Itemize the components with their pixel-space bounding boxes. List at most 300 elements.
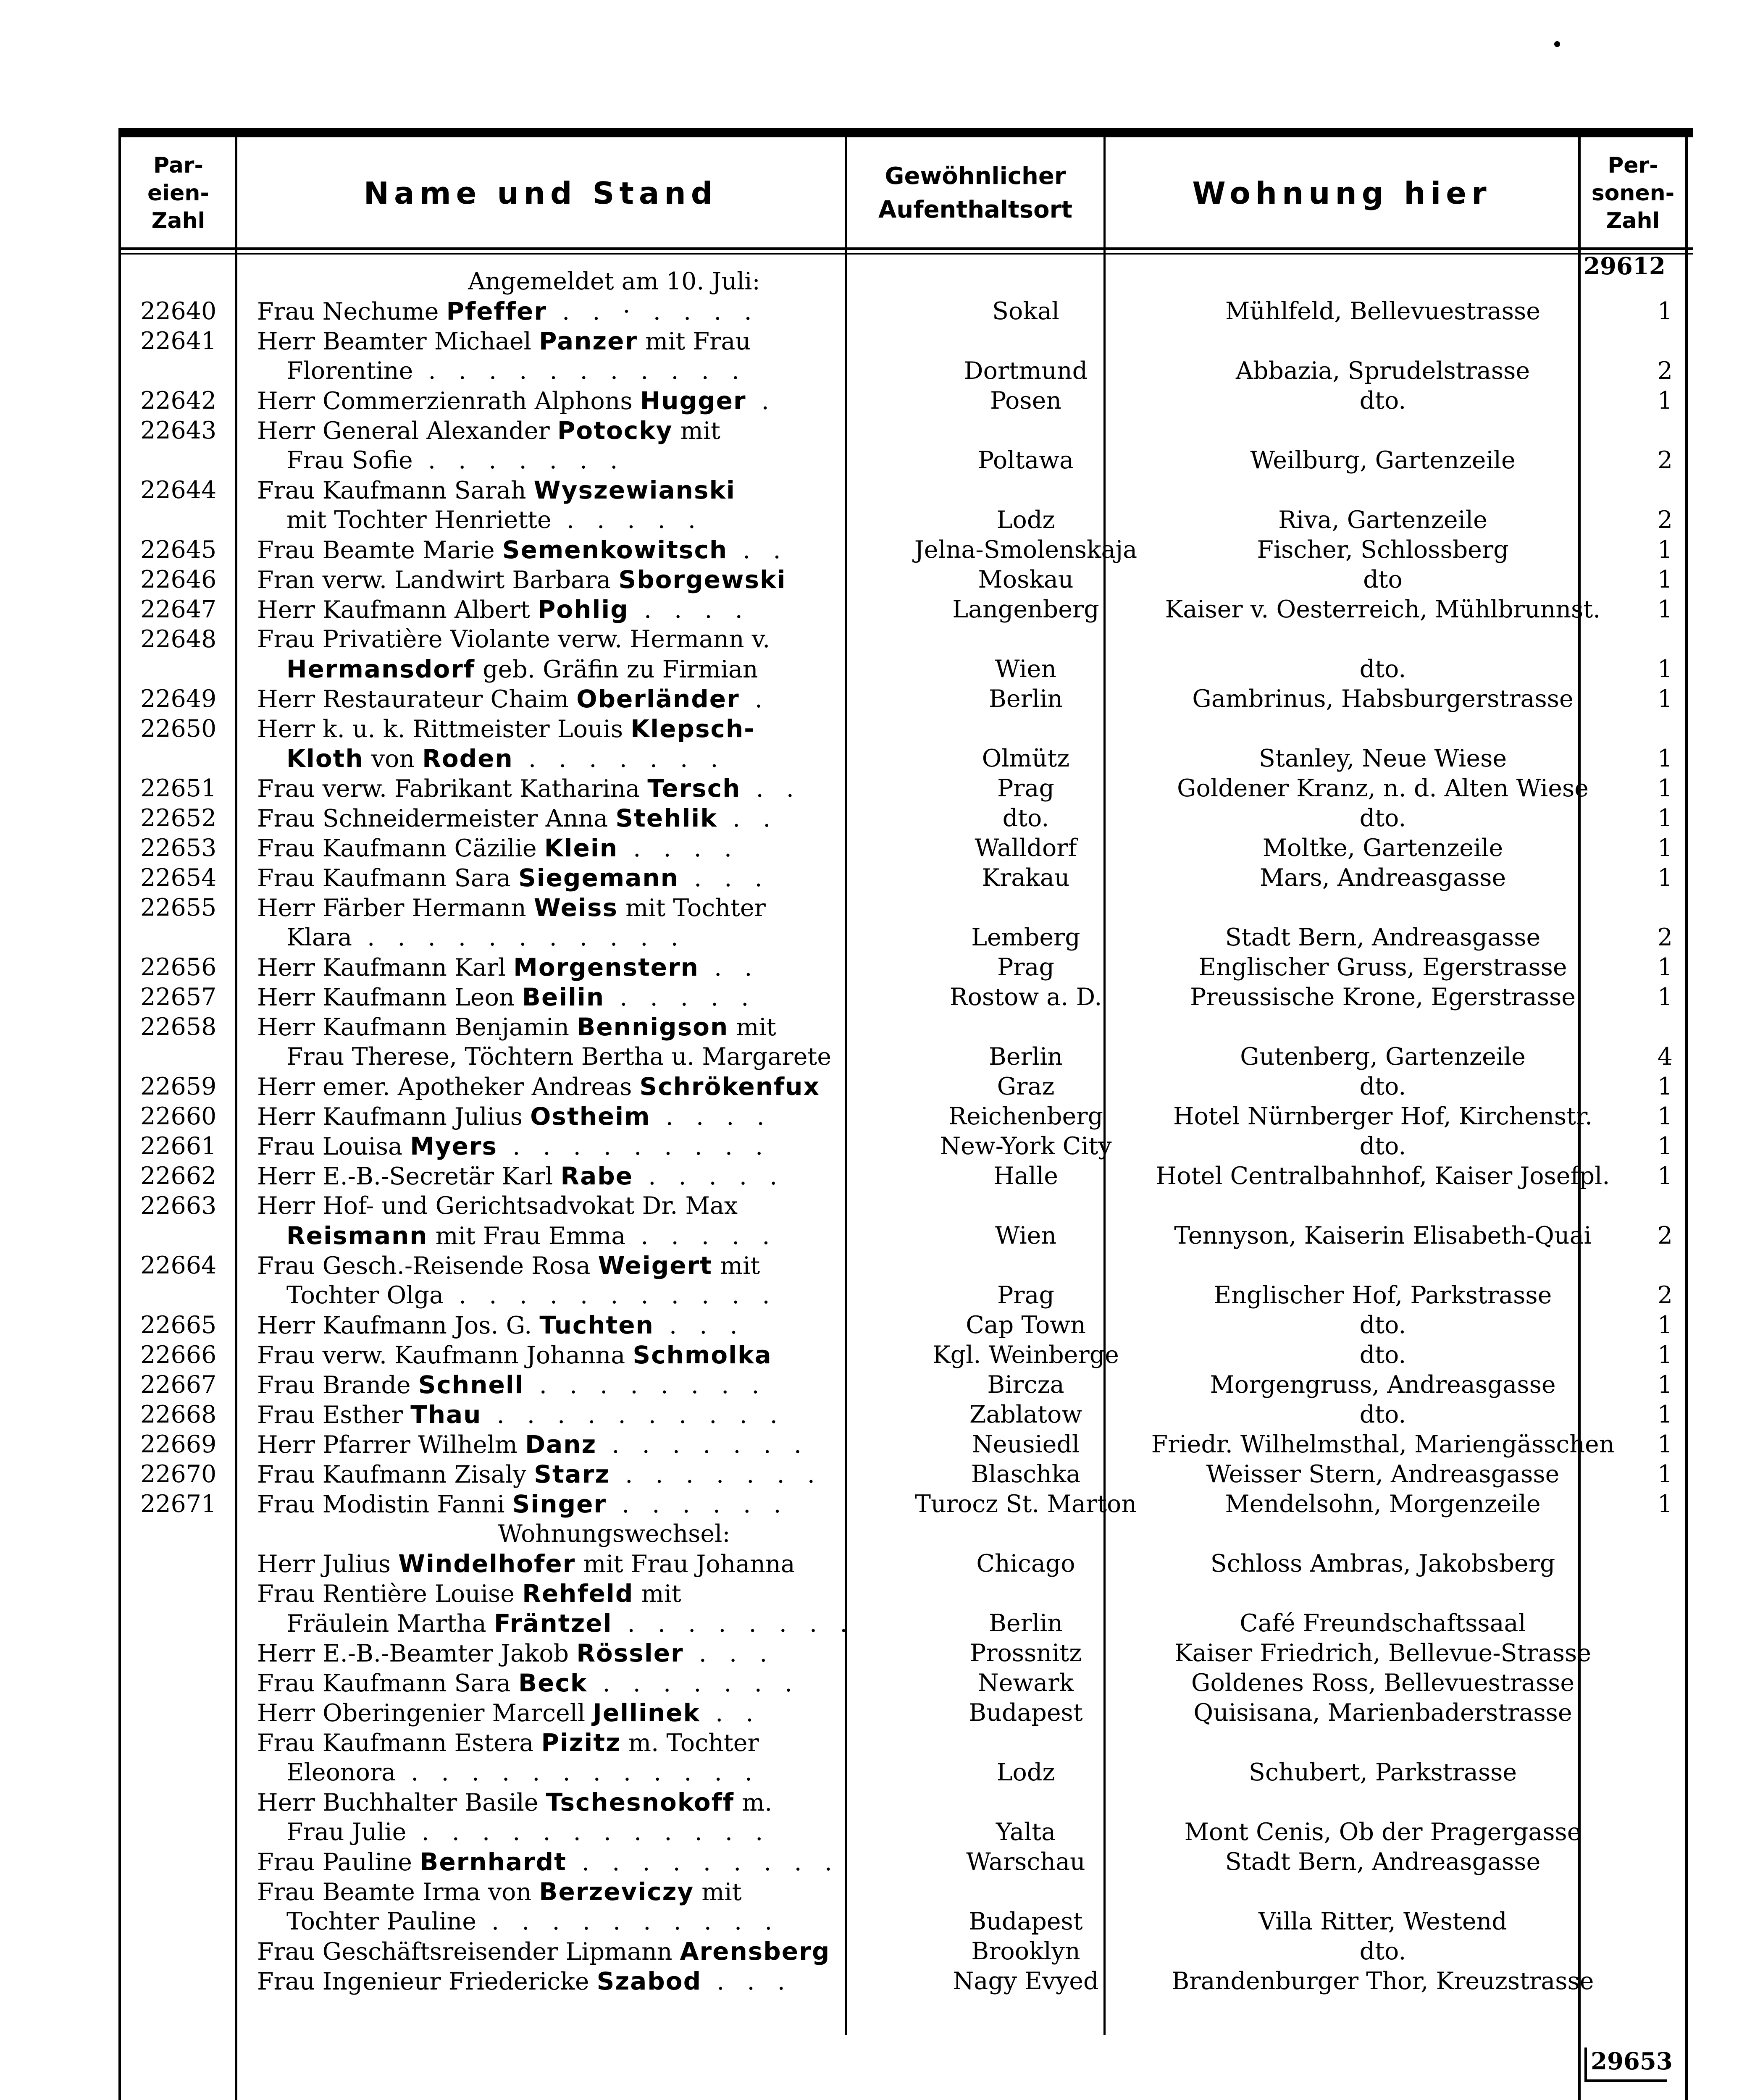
name-text: Eleonora bbox=[286, 1759, 396, 1786]
party-number: 22670 bbox=[140, 1460, 217, 1488]
register-line bbox=[118, 714, 1693, 744]
register-line bbox=[118, 505, 1693, 535]
surname: Morgenstern bbox=[513, 953, 699, 982]
surname: Danz bbox=[525, 1430, 597, 1459]
surname: Klein bbox=[544, 834, 618, 862]
register-line bbox=[118, 923, 1693, 953]
register-line bbox=[118, 1221, 1693, 1251]
leader-dots: . . . . . . . . . . . bbox=[352, 924, 686, 951]
party-number: 22671 bbox=[140, 1490, 217, 1518]
name-text: Herr E.-B.-Beamter Jakob bbox=[257, 1640, 577, 1667]
residence: Moltke, Gartenzeile bbox=[1262, 834, 1503, 862]
residence: Mühlfeld, Bellevuestrasse bbox=[1225, 297, 1540, 325]
register-line bbox=[118, 1281, 1693, 1310]
residence: dto. bbox=[1359, 1132, 1406, 1160]
persons-count: 1 bbox=[1657, 1431, 1673, 1458]
name-and-status bbox=[257, 625, 971, 654]
origin: Nagy Evyed bbox=[953, 1967, 1099, 1995]
origin: Olmütz bbox=[982, 745, 1070, 772]
name-and-status bbox=[257, 1579, 971, 1609]
name-text: Herr Kaufmann Albert bbox=[257, 596, 538, 624]
leader-dots: . . . . . . . . . bbox=[566, 1848, 840, 1876]
leader-dots: . . . . . . . bbox=[596, 1431, 809, 1459]
register-line bbox=[118, 1758, 1693, 1788]
name-text: geb. Gräfin zu Firmian bbox=[475, 656, 758, 683]
header-party-number: Par- eien- Zahl bbox=[147, 153, 209, 234]
persons-count: 1 bbox=[1657, 685, 1673, 713]
residence: dto. bbox=[1359, 804, 1406, 832]
residence: Kaiser Friedrich, Bellevue-Strasse bbox=[1174, 1639, 1591, 1667]
residence: Schloss Ambras, Jakobsberg bbox=[1210, 1550, 1555, 1578]
name-text: Herr Julius bbox=[257, 1550, 399, 1578]
party-number: 22641 bbox=[140, 327, 217, 355]
register-line bbox=[118, 1937, 1693, 1966]
persons-count: 1 bbox=[1657, 983, 1673, 1011]
origin: Newark bbox=[977, 1669, 1074, 1697]
name-text: Herr Commerzienrath Alphons bbox=[257, 387, 640, 415]
residence: Englischer Gruss, Egerstrasse bbox=[1198, 953, 1567, 981]
origin: Turocz St. Marton bbox=[914, 1490, 1137, 1518]
leader-dots: . . . . bbox=[650, 1103, 772, 1131]
origin: New-York City bbox=[940, 1132, 1112, 1160]
leader-dots: . . . . . . . . . bbox=[497, 1133, 771, 1160]
persons-count: 1 bbox=[1657, 953, 1673, 981]
persons-count: 2 bbox=[1657, 506, 1673, 534]
origin: Lodz bbox=[996, 506, 1055, 534]
origin: Rostow a. D. bbox=[949, 983, 1102, 1011]
party-number: 22667 bbox=[140, 1371, 217, 1399]
party-number: 22652 bbox=[140, 804, 217, 832]
register-line bbox=[118, 1966, 1693, 1996]
residence: Weilburg, Gartenzeile bbox=[1250, 446, 1516, 474]
persons-count: 1 bbox=[1657, 297, 1673, 325]
name-text: mit bbox=[712, 1252, 760, 1280]
surname: Potocky bbox=[557, 416, 673, 445]
name-text: Frau Julie bbox=[286, 1818, 407, 1846]
name-text: Tochter Pauline bbox=[286, 1908, 476, 1935]
name-text: Frau Therese, Töchtern Bertha u. Margarete bbox=[286, 1043, 831, 1071]
surname: Bennigson bbox=[577, 1013, 729, 1041]
name-text: Herr Restaurateur Chaim bbox=[257, 685, 577, 713]
name-text: Herr Pfarrer Wilhelm bbox=[257, 1431, 525, 1459]
persons-count: 2 bbox=[1657, 1222, 1673, 1250]
leader-dots: . . . bbox=[654, 1312, 745, 1339]
name-and-status bbox=[257, 1877, 971, 1907]
register-line bbox=[118, 625, 1693, 654]
leader-dots: . . . . . . . . . . bbox=[476, 1908, 780, 1935]
residence: Abbazia, Sprudelstrasse bbox=[1235, 357, 1530, 385]
residence: Gutenberg, Gartenzeile bbox=[1240, 1043, 1526, 1071]
name-text: mit Frau bbox=[638, 328, 751, 355]
total-sum: 29653 bbox=[1591, 2048, 1673, 2075]
surname: Starz bbox=[534, 1460, 610, 1488]
name-text: mit bbox=[633, 1580, 681, 1608]
origin: Reichenberg bbox=[948, 1102, 1103, 1130]
name-text: Herr Oberingenier Marcell bbox=[257, 1699, 593, 1727]
register-line bbox=[118, 1042, 1693, 1072]
name-text: Florentine bbox=[286, 357, 413, 385]
residence: dto. bbox=[1359, 1401, 1406, 1428]
surname: Tuchten bbox=[539, 1311, 654, 1339]
origin: Prag bbox=[997, 1281, 1055, 1309]
origin: Lemberg bbox=[971, 924, 1080, 951]
surname: Semenkowitsch bbox=[502, 536, 728, 564]
leader-dots: . . . . . bbox=[551, 506, 703, 534]
name-and-status bbox=[257, 1788, 971, 1818]
origin: Poltawa bbox=[977, 446, 1074, 474]
register-line bbox=[118, 565, 1693, 595]
name-text: Frau Modistin Fanni bbox=[257, 1491, 512, 1518]
register-line bbox=[118, 1668, 1693, 1698]
residence: Stadt Bern, Andreasgasse bbox=[1225, 924, 1541, 951]
register-line bbox=[118, 1817, 1693, 1847]
leader-dots: . . bbox=[699, 954, 760, 982]
origin: Warschau bbox=[966, 1848, 1085, 1876]
persons-count: 1 bbox=[1657, 1073, 1673, 1100]
persons-count: 1 bbox=[1657, 1162, 1673, 1190]
residence: Hotel Centralbahnhof, Kaiser Josefpl. bbox=[1156, 1162, 1610, 1190]
surname: Roden bbox=[422, 744, 513, 773]
surname: Schrökenfux bbox=[639, 1072, 820, 1101]
register-line bbox=[118, 1460, 1693, 1489]
header-name: Name und Stand bbox=[363, 176, 718, 211]
party-number: 22648 bbox=[140, 625, 217, 653]
leader-dots: . . . . . . . . . . . bbox=[443, 1281, 778, 1309]
name-text: Frau Beamte Irma von bbox=[257, 1878, 539, 1906]
party-number: 22643 bbox=[140, 417, 217, 444]
origin: Brooklyn bbox=[971, 1937, 1080, 1965]
origin: Jelna-Smolenskaja bbox=[914, 536, 1138, 564]
party-number: 22664 bbox=[140, 1252, 217, 1279]
origin: Prag bbox=[997, 774, 1055, 802]
party-number: 22666 bbox=[140, 1341, 217, 1369]
surname: Pohlig bbox=[537, 595, 629, 624]
origin: Chicago bbox=[976, 1550, 1075, 1578]
surname: Beck bbox=[518, 1669, 588, 1697]
register-line bbox=[118, 684, 1693, 714]
residence: dto. bbox=[1359, 387, 1406, 415]
residence: Goldener Kranz, n. d. Alten Wiese bbox=[1177, 774, 1589, 802]
residence: Hotel Nürnberger Hof, Kirchenstr. bbox=[1173, 1102, 1593, 1130]
party-number: 22645 bbox=[140, 536, 217, 564]
leader-dots: . . bbox=[717, 805, 778, 832]
header-residence: Wohnung hier bbox=[1192, 176, 1492, 211]
surname: Kloth bbox=[286, 744, 364, 773]
surname: Reismann bbox=[286, 1221, 428, 1250]
leader-dots: . . . . . . . bbox=[587, 1670, 800, 1697]
name-text: Fräulein Martha bbox=[286, 1610, 494, 1638]
surname: Wyszewianski bbox=[533, 476, 736, 504]
surname: Singer bbox=[512, 1490, 607, 1518]
register-line bbox=[118, 1519, 1693, 1549]
persons-count: 1 bbox=[1657, 387, 1673, 415]
origin: Berlin bbox=[988, 685, 1063, 713]
origin: dto. bbox=[1002, 804, 1049, 832]
party-number: 22659 bbox=[140, 1073, 217, 1100]
surname: Tersch bbox=[647, 774, 741, 803]
residence: dto. bbox=[1359, 1311, 1406, 1339]
party-number: 22647 bbox=[140, 596, 217, 623]
register-line bbox=[118, 1131, 1693, 1161]
origin: Graz bbox=[997, 1073, 1055, 1100]
name-and-status bbox=[257, 1191, 971, 1221]
origin: Krakau bbox=[982, 864, 1070, 892]
ink-dot bbox=[1554, 41, 1560, 47]
name-text: Fran verw. Landwirt Barbara bbox=[257, 566, 619, 594]
register-line bbox=[118, 953, 1693, 982]
residence: Weisser Stern, Andreasgasse bbox=[1206, 1460, 1560, 1488]
persons-count: 2 bbox=[1657, 446, 1673, 474]
leader-dots: . . . bbox=[678, 864, 770, 892]
name-text: Herr E.-B.-Secretär Karl bbox=[257, 1163, 561, 1190]
register-table bbox=[118, 128, 1693, 2100]
party-number: 22662 bbox=[140, 1162, 217, 1190]
persons-count: 1 bbox=[1657, 566, 1673, 593]
persons-count: 1 bbox=[1657, 596, 1673, 623]
party-number: 22658 bbox=[140, 1013, 217, 1041]
name-text: mit bbox=[728, 1013, 776, 1041]
name-text: Frau verw. Fabrikant Katharina bbox=[257, 775, 648, 803]
register-line bbox=[118, 1251, 1693, 1281]
register-line bbox=[118, 535, 1693, 565]
section-heading-moves: Wohnungswechsel: bbox=[498, 1520, 730, 1548]
leader-dots: . . . . . bbox=[625, 1222, 778, 1250]
surname: Stehlik bbox=[615, 804, 717, 832]
party-number: 22654 bbox=[140, 864, 217, 892]
name-text: Frau Kaufmann Estera bbox=[257, 1729, 541, 1757]
register-line bbox=[118, 1638, 1693, 1668]
register-line bbox=[118, 893, 1693, 923]
surname: Berzeviczy bbox=[539, 1877, 694, 1906]
header-persons: Per- sonen- Zahl bbox=[1591, 153, 1675, 234]
surname: Klepsch- bbox=[630, 714, 755, 743]
party-number: 22642 bbox=[140, 387, 217, 415]
name-text: Frau Kaufmann Cäzilie bbox=[257, 835, 544, 862]
name-text: Frau Brande bbox=[257, 1371, 418, 1399]
name-text: mit Frau Emma bbox=[428, 1222, 626, 1250]
name-text: Frau Geschäftsreisender Lipmann bbox=[257, 1938, 680, 1966]
leader-dots: . . . . . . . bbox=[513, 745, 726, 773]
leader-dots: . . . . . bbox=[604, 984, 757, 1011]
residence: Tennyson, Kaiserin Elisabeth-Quai bbox=[1174, 1222, 1592, 1250]
leader-dots: . . . . . . . bbox=[610, 1461, 822, 1488]
party-number: 22640 bbox=[140, 297, 217, 325]
name-text: Herr Hof- und Gerichtsadvokat Dr. Max bbox=[257, 1192, 738, 1220]
surname: Hugger bbox=[640, 386, 746, 415]
surname: Thau bbox=[410, 1400, 482, 1429]
name-text: Klara bbox=[286, 924, 352, 951]
name-text: m. Tochter bbox=[620, 1729, 759, 1757]
leader-dots: . . . bbox=[701, 1968, 793, 1995]
name-text: Herr General Alexander bbox=[257, 417, 557, 445]
surname: Beilin bbox=[522, 983, 605, 1011]
persons-count: 1 bbox=[1657, 655, 1673, 683]
name-text: Frau verw. Kaufmann Johanna bbox=[257, 1341, 633, 1369]
surname: Arensberg bbox=[680, 1937, 830, 1966]
leader-dots: . . . . . . . . bbox=[612, 1610, 855, 1638]
register-line bbox=[118, 744, 1693, 774]
name-and-status bbox=[257, 1012, 971, 1042]
register-line bbox=[118, 1698, 1693, 1728]
leader-dots: . . . . . . . . bbox=[524, 1371, 767, 1399]
top-rule bbox=[118, 128, 1693, 137]
name-text: Frau Ingenieur Friedericke bbox=[257, 1968, 597, 1995]
name-text: Herr Kaufmann Karl bbox=[257, 954, 514, 982]
leader-dots: . bbox=[746, 387, 777, 415]
residence: Goldenes Ross, Bellevuestrasse bbox=[1191, 1669, 1575, 1697]
name-and-status bbox=[257, 1251, 971, 1281]
persons-count: 1 bbox=[1657, 1311, 1673, 1339]
register-line bbox=[118, 982, 1693, 1012]
name-text: mit Tochter bbox=[617, 894, 766, 922]
name-text: Frau Kaufmann Sara bbox=[257, 864, 518, 892]
leader-dots: . . . . . . . bbox=[412, 446, 625, 474]
surname: Schmolka bbox=[633, 1341, 772, 1369]
leader-dots: . . · . . . . bbox=[546, 298, 759, 326]
leader-dots: . . bbox=[700, 1699, 761, 1727]
party-number: 22669 bbox=[140, 1431, 217, 1458]
residence: Mendelsohn, Morgenzeile bbox=[1225, 1490, 1541, 1518]
total-carried-forward: 29612 bbox=[1584, 252, 1666, 280]
name-and-status bbox=[257, 893, 971, 923]
name-text: von bbox=[363, 745, 423, 773]
leader-dots: . . bbox=[728, 536, 788, 564]
surname: Weiss bbox=[533, 893, 618, 922]
persons-count: 1 bbox=[1657, 804, 1673, 832]
residence: dto. bbox=[1359, 1341, 1406, 1369]
name-text: Herr k. u. k. Rittmeister Louis bbox=[257, 715, 631, 743]
persons-count: 2 bbox=[1657, 1281, 1673, 1309]
surname: Rehfeld bbox=[522, 1579, 634, 1608]
origin: Sokal bbox=[992, 297, 1060, 325]
name-text: Frau Privatière Violante verw. Hermann v. bbox=[257, 625, 770, 653]
origin: Neusiedl bbox=[972, 1431, 1080, 1458]
header-rule-thin bbox=[118, 253, 1693, 255]
persons-count: 1 bbox=[1657, 1132, 1673, 1160]
name-text: Frau Nechume bbox=[257, 298, 447, 326]
persons-count: 1 bbox=[1657, 1490, 1673, 1518]
surname: Oberländer bbox=[576, 685, 740, 713]
origin: Walldorf bbox=[975, 834, 1077, 862]
residence: Friedr. Wilhelmsthal, Mariengässchen bbox=[1151, 1431, 1615, 1458]
persons-count: 1 bbox=[1657, 1460, 1673, 1488]
leader-dots: . . bbox=[741, 775, 801, 803]
origin: Budapest bbox=[969, 1908, 1083, 1935]
surname: Schnell bbox=[418, 1370, 524, 1399]
residence: dto. bbox=[1359, 655, 1406, 683]
surname: Myers bbox=[410, 1132, 498, 1160]
name-text: mit bbox=[694, 1878, 742, 1906]
origin: Wien bbox=[995, 655, 1057, 683]
surname: Weigert bbox=[598, 1251, 712, 1280]
register-line bbox=[118, 1788, 1693, 1817]
party-number: 22668 bbox=[140, 1401, 217, 1428]
party-number: 22660 bbox=[140, 1102, 217, 1130]
party-number: 22651 bbox=[140, 774, 217, 802]
origin: Halle bbox=[993, 1162, 1058, 1190]
surname: Fräntzel bbox=[494, 1609, 612, 1638]
surname: Rabe bbox=[560, 1162, 633, 1190]
party-number: 22665 bbox=[140, 1311, 217, 1339]
name-text: m. bbox=[734, 1789, 772, 1816]
party-number: 22653 bbox=[140, 834, 217, 862]
header-origin: Gewöhnlicher Aufenthaltsort bbox=[878, 163, 1072, 223]
register-line bbox=[118, 297, 1693, 326]
persons-count: 2 bbox=[1657, 924, 1673, 951]
party-number: 22661 bbox=[140, 1132, 217, 1160]
origin: Yalta bbox=[996, 1818, 1056, 1846]
surname: Jellinek bbox=[593, 1698, 701, 1727]
register-line bbox=[118, 1310, 1693, 1340]
name-text: Frau Schneidermeister Anna bbox=[257, 805, 616, 832]
residence: dto. bbox=[1359, 1073, 1406, 1100]
register-line bbox=[118, 416, 1693, 446]
persons-count: 2 bbox=[1657, 357, 1673, 385]
persons-count: 1 bbox=[1657, 864, 1673, 892]
residence: Englischer Hof, Parkstrasse bbox=[1214, 1281, 1552, 1309]
persons-count: 1 bbox=[1657, 1102, 1673, 1130]
surname: Bernhardt bbox=[420, 1848, 567, 1876]
register-line bbox=[118, 1161, 1693, 1191]
surname: Tschesnokoff bbox=[546, 1788, 735, 1816]
origin: Berlin bbox=[988, 1043, 1063, 1071]
register-line bbox=[118, 1907, 1693, 1937]
name-text: Frau Louisa bbox=[257, 1133, 410, 1160]
name-text: Herr Kaufmann Jos. G. bbox=[257, 1312, 540, 1339]
surname: Windelhofer bbox=[398, 1549, 576, 1578]
register-line bbox=[118, 1609, 1693, 1638]
leader-dots: . . . . . . bbox=[607, 1491, 789, 1518]
register-line bbox=[118, 326, 1693, 356]
origin: Berlin bbox=[988, 1609, 1063, 1637]
register-line bbox=[118, 654, 1693, 684]
leader-dots: . . . . bbox=[628, 596, 750, 624]
register-line bbox=[118, 1012, 1693, 1042]
leader-dots: . . . . . . . . . . . bbox=[413, 357, 747, 385]
register-line bbox=[118, 1400, 1693, 1430]
register-line bbox=[118, 1072, 1693, 1102]
origin: Lodz bbox=[996, 1759, 1055, 1786]
surname: Ostheim bbox=[530, 1102, 651, 1131]
surname: Pizitz bbox=[541, 1728, 621, 1757]
name-text: Herr Kaufmann Leon bbox=[257, 984, 522, 1011]
persons-count: 1 bbox=[1657, 1341, 1673, 1369]
register-line bbox=[118, 1847, 1693, 1877]
origin: Moskau bbox=[978, 566, 1074, 593]
name-text: Frau Beamte Marie bbox=[257, 536, 502, 564]
party-number: 22649 bbox=[140, 685, 217, 713]
party-number: 22655 bbox=[140, 894, 217, 921]
leader-dots: . . . . . . . . . . bbox=[481, 1401, 785, 1429]
residence: Stanley, Neue Wiese bbox=[1258, 745, 1507, 772]
party-number: 22663 bbox=[140, 1192, 217, 1220]
surname: Panzer bbox=[539, 327, 638, 355]
origin: Zablatow bbox=[969, 1401, 1082, 1428]
name-text: mit bbox=[673, 417, 720, 445]
residence: Mars, Andreasgasse bbox=[1259, 864, 1506, 892]
origin: Posen bbox=[990, 387, 1062, 415]
residence: Mont Cenis, Ob der Pragergasse bbox=[1184, 1818, 1581, 1846]
residence: Fischer, Schlossberg bbox=[1257, 536, 1509, 564]
residence: Café Freundschaftssaal bbox=[1240, 1609, 1526, 1637]
name-text: Herr emer. Apotheker Andreas bbox=[257, 1073, 640, 1101]
register-line bbox=[118, 267, 1693, 297]
residence: Gambrinus, Habsburgerstrasse bbox=[1192, 685, 1574, 713]
name-text: Frau Pauline bbox=[257, 1848, 420, 1876]
surname: Rössler bbox=[576, 1639, 684, 1667]
residence: Riva, Gartenzeile bbox=[1278, 506, 1487, 534]
persons-count: 1 bbox=[1657, 745, 1673, 772]
